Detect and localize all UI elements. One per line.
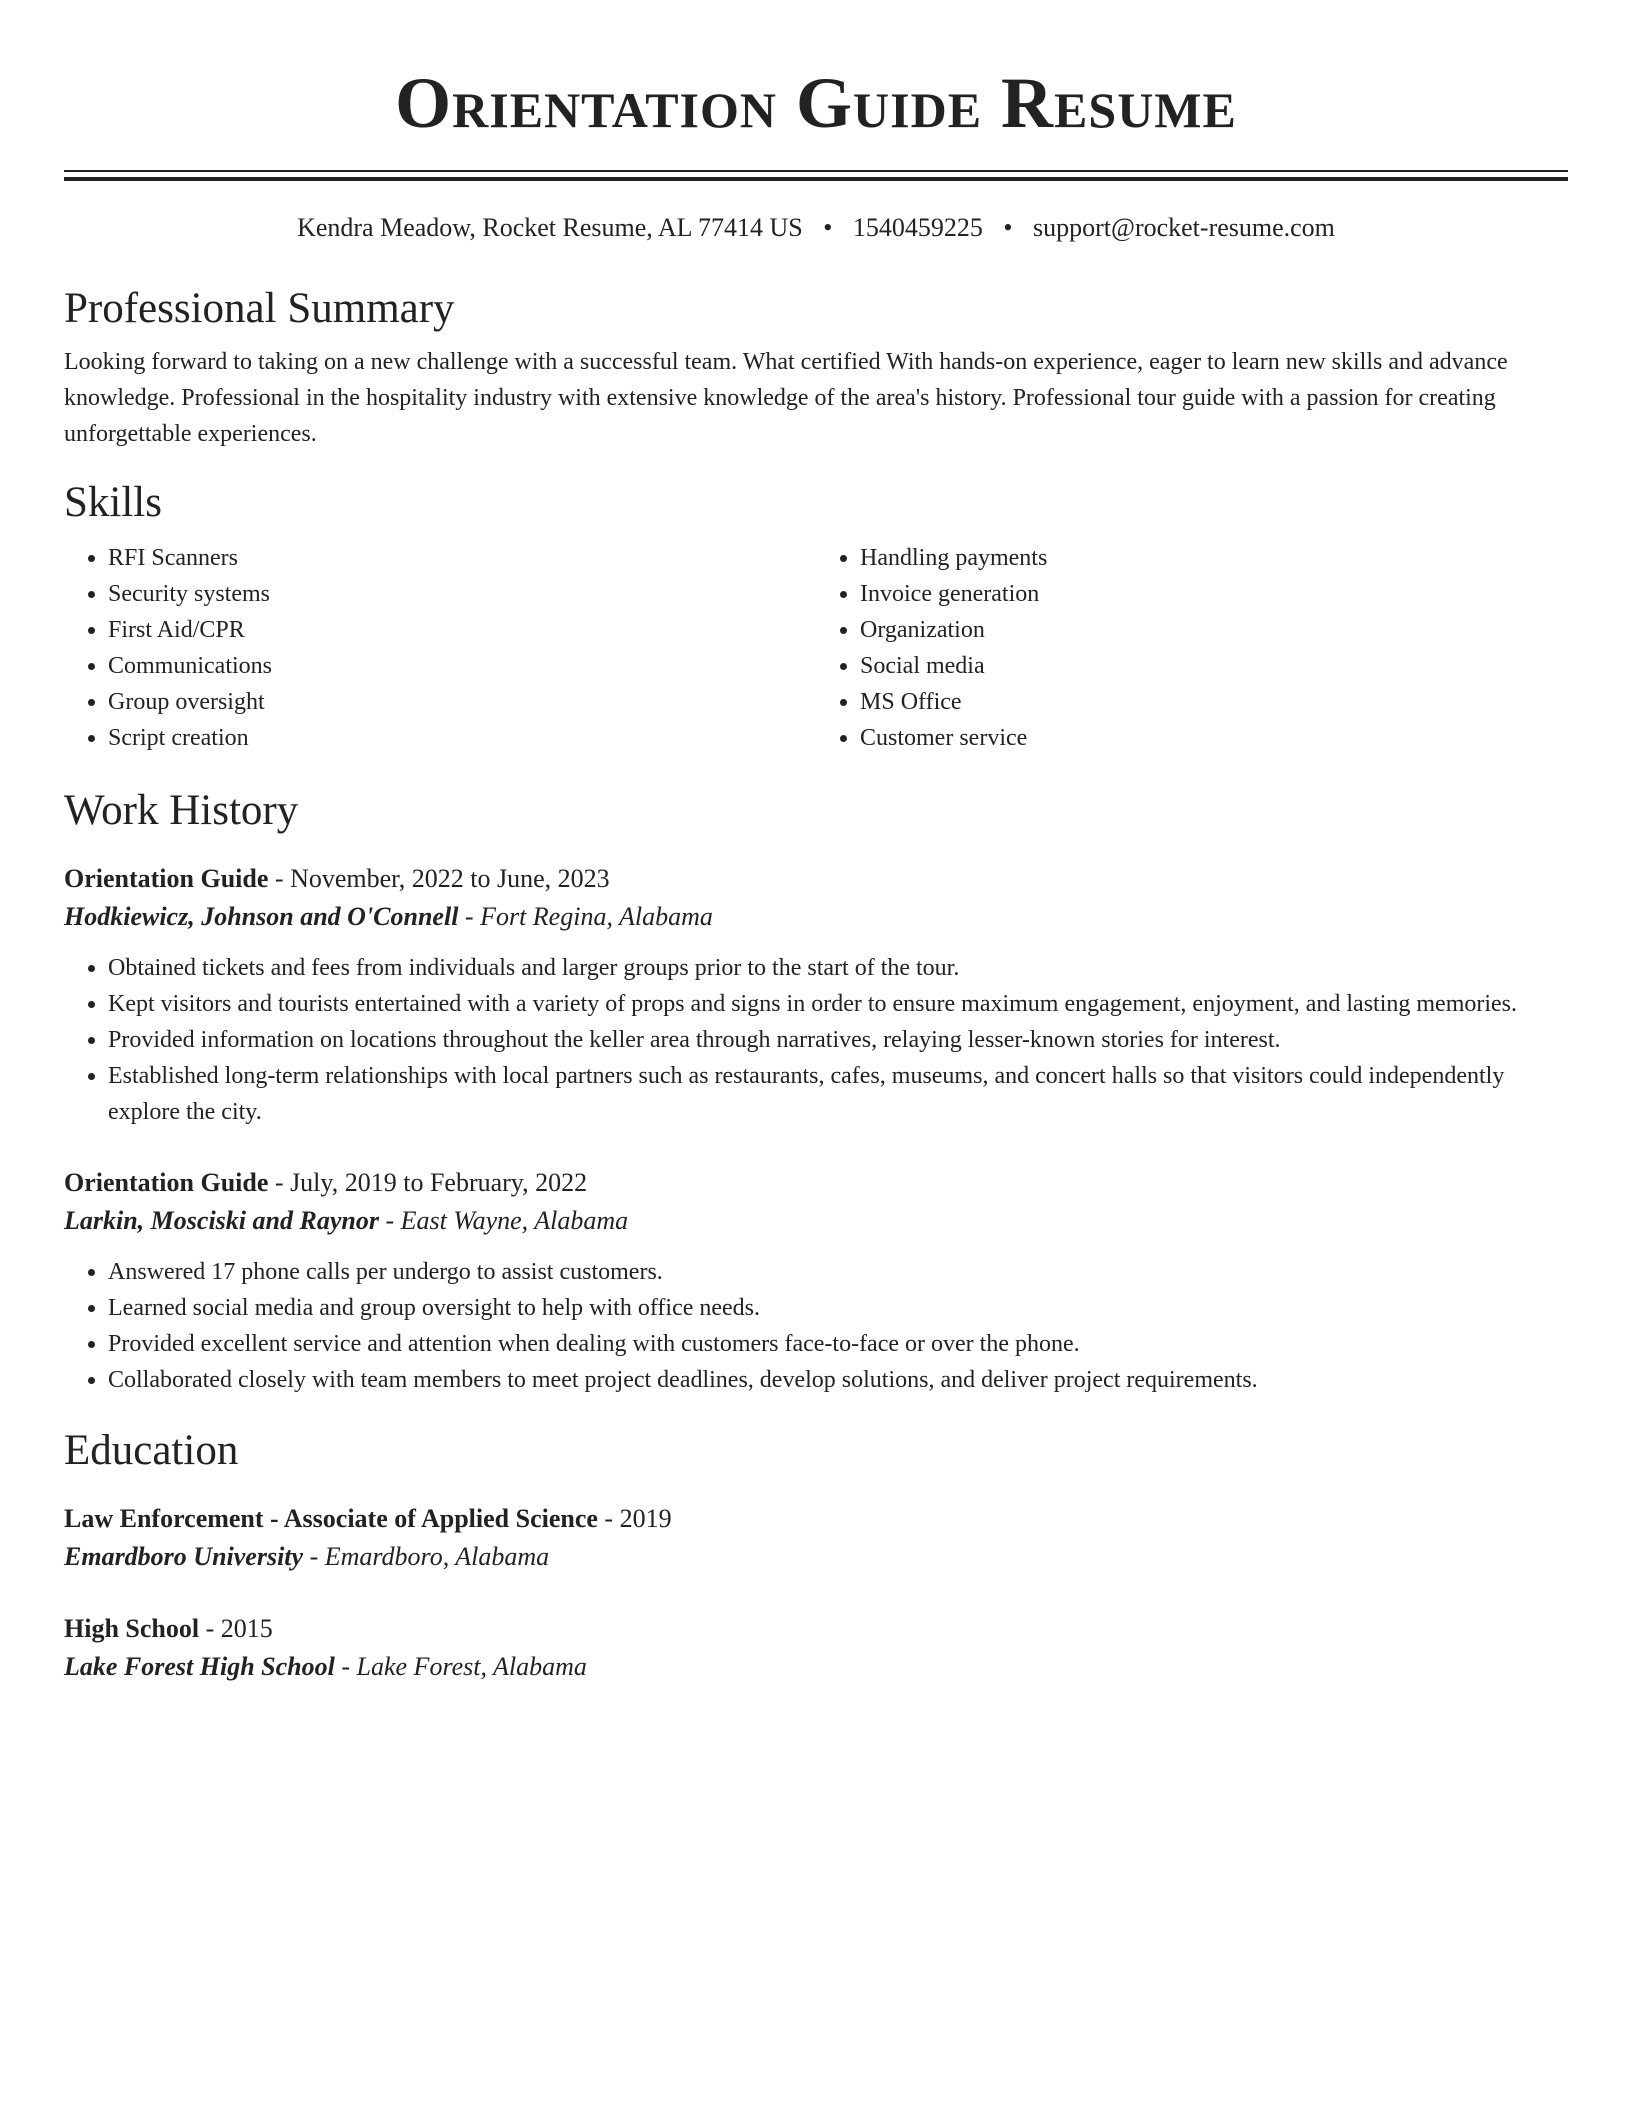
contact-line: [64, 212, 1568, 244]
skills-column-left: [64, 540, 816, 756]
summary-text: Looking forward to taking on a new challenge with a successful team. What certified With hands-on experience, eager to learn new skills and advance knowledge. Professional in the hospitality industry with extensive knowledge of the area's history. Professional tour guide with a passion for creating unforgettable experiences.: [64, 349, 1508, 447]
job-bullets: [64, 950, 1568, 1130]
page-title: Orientation Guide Resume: [395, 63, 1237, 143]
skill-item: • RFI Scanners: [108, 540, 816, 576]
job-role: Orientation Guide: [64, 1168, 269, 1197]
skills-heading: Skills: [64, 479, 162, 526]
education-school: Lake Forest High School: [64, 1652, 335, 1681]
education-entry: [64, 1500, 1568, 1576]
job-bullet: • Provided excellent service and attention when dealing with customers face-to-face or over the phone.: [108, 1326, 1568, 1362]
skills-list: [64, 540, 1568, 756]
job-entry: [64, 1164, 1568, 1398]
contact-separator: •: [823, 213, 833, 242]
skills-column-right: [816, 540, 1568, 756]
summary-heading: Professional Summary: [64, 285, 455, 332]
education-location: - Lake Forest, Alabama: [334, 1652, 587, 1681]
education-entry: [64, 1610, 1568, 1686]
job-bullet: • Obtained tickets and fees from individuals and larger groups prior to the start of the tour.: [108, 950, 1568, 986]
skill-item: • Social media: [860, 648, 1568, 684]
contact-email: support@rocket-resume.com: [1033, 213, 1335, 242]
job-company-line: [64, 1202, 1568, 1240]
contact-phone: 1540459225: [852, 213, 983, 242]
skill-item: • First Aid/CPR: [108, 612, 816, 648]
skill-item: • Invoice generation: [860, 576, 1568, 612]
education-year: - 2015: [199, 1614, 273, 1643]
job-bullet: • Established long-term relationships with local partners such as restaurants, cafes, museums, and concert halls so that visitors could independently explore the city.: [108, 1058, 1568, 1130]
job-dates: - November, 2022 to June, 2023: [268, 864, 610, 893]
skill-item: • Group oversight: [108, 684, 816, 720]
work-history-heading: Work History: [64, 787, 299, 834]
job-location: - Fort Regina, Alabama: [458, 902, 713, 931]
education-school-line: [64, 1538, 1568, 1576]
education-location: - Emardboro, Alabama: [303, 1542, 550, 1571]
contact-separator: •: [1003, 213, 1013, 242]
education-heading: Education: [64, 1427, 239, 1474]
skill-item: • Security systems: [108, 576, 816, 612]
skill-item: • Organization: [860, 612, 1568, 648]
skill-item: • Script creation: [108, 720, 816, 756]
job-company: Hodkiewicz, Johnson and O'Connell: [64, 902, 459, 931]
skill-item: • MS Office: [860, 684, 1568, 720]
contact-address: Kendra Meadow, Rocket Resume, AL 77414 US: [297, 213, 803, 242]
job-header: [64, 1164, 1568, 1202]
job-entry: [64, 860, 1568, 1130]
job-role: Orientation Guide: [64, 864, 269, 893]
skill-item: • Communications: [108, 648, 816, 684]
education-school-line: [64, 1648, 1568, 1686]
job-location: - East Wayne, Alabama: [378, 1206, 629, 1235]
education-header: [64, 1610, 1568, 1648]
skill-item: • Handling payments: [860, 540, 1568, 576]
education-school: Emardboro University: [64, 1542, 304, 1571]
job-company-line: [64, 898, 1568, 936]
job-company: Larkin, Mosciski and Raynor: [64, 1206, 379, 1235]
education-degree: Law Enforcement - Associate of Applied Science: [64, 1504, 598, 1533]
job-bullet: • Answered 17 phone calls per undergo to assist customers.: [108, 1254, 1568, 1290]
job-bullets: [64, 1254, 1568, 1398]
education-year: - 2019: [597, 1504, 672, 1533]
job-bullet: • Kept visitors and tourists entertained with a variety of props and signs in order to ensure maximum engagement, enjoyment, and lasting memories.: [108, 986, 1568, 1022]
job-header: [64, 860, 1568, 898]
job-bullet: • Collaborated closely with team members to meet project deadlines, develop solutions, and deliver project requirements.: [108, 1362, 1568, 1398]
skill-item: • Customer service: [860, 720, 1568, 756]
education-degree: High School: [64, 1614, 200, 1643]
job-dates: - July, 2019 to February, 2022: [268, 1168, 588, 1197]
job-bullet: • Provided information on locations throughout the keller area through narratives, relaying lesser-known stories for interest.: [108, 1022, 1568, 1058]
title-divider: [64, 170, 1568, 181]
job-bullet: • Learned social media and group oversight to help with office needs.: [108, 1290, 1568, 1326]
education-header: [64, 1500, 1568, 1538]
